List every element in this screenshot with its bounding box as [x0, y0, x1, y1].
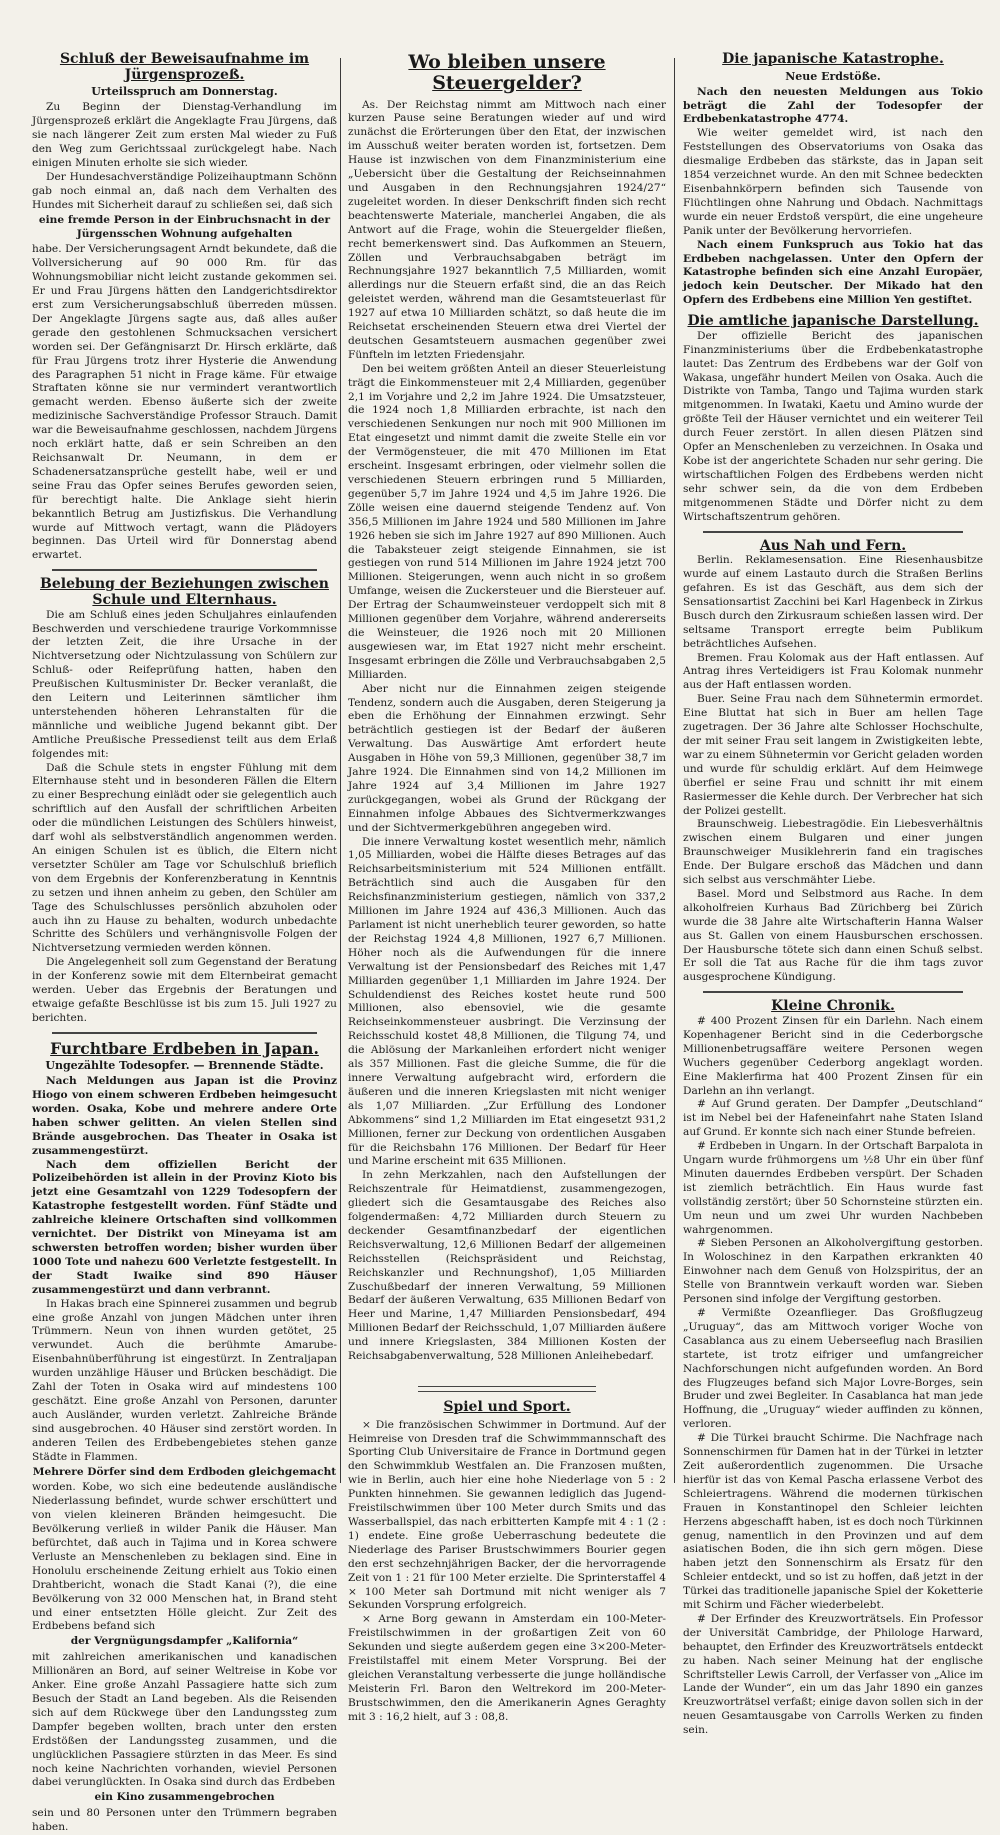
article-paragraph: Der Hundesachverständige Polizeihauptmann Schönn gab noch einmal an, daß nach dem Verhalten des Hundes mit Sicherheit darauf zu schließen sei, daß sich	[32, 170, 337, 211]
article-paragraph: Nach den neuesten Meldungen aus Tokio beträgt die Zahl der Todesopfer der Erdbebenkatastrophe 4774.	[683, 85, 983, 126]
article-paragraph: # Vermißte Ozeanflieger. Das Großflugzeug „Uruguay“, das am Mittwoch voriger Woche von Casablanca aus zu einem Ueberseeflug nach Brasilien startete, ist trotz eifriger und umfangreicher Nachforschungen nicht aufgefunden worden. An Bord des Flugzeuges befand sich Major Lovre-Borges, sein Bruder und zwei Begleiter. In Casablanca hat man jede Hoffnung, die „Uruguay“ wieder auffinden zu können, verloren.	[683, 1307, 983, 1431]
article-paragraph: × Die französischen Schwimmer in Dortmund. Auf der Heimreise von Dresden traf die Schwimmmannschaft des Sporting Club Universitaire de France in Dortmund gegen den Schwimmklub Westfalen an. Die Franzosen mußten, wie in Berlin, auch hier eine hohe Niederlage von 5 : 2 Punkten hinnehmen. Sie gewannen lediglich das Jugend-Freistilschwimmen über 100 Meter durch Smits und das Wasserballspiel, das nach erbitterten Kampfe mit 4 : 1 (2 : 1) endete. Eine große Ueberraschung bedeutete die Niederlage des Pariser Brustschwimmers Bourier gegen den erst sechzehnjährigen Backer, der die hervorragende Zeit von 1 : 21 für 100 Meter erzielte. Die Sprinterstaffel 4 × 100 Meter sah Dortmund mit nicht weniger als 7 Sekunden Vorsprung erfolgreich.	[348, 1418, 666, 1612]
article-headline: Schluß der Beweisaufnahme im Jürgensprozeß.	[59, 51, 310, 83]
article-paragraph: Berlin. Reklamesensation. Eine Riesenhausbitze wurde auf einem Lastauto durch die Straßen Berlins gefahren. Es ist das Geschäft, aus dem sich der Sensationsartist Zacchini bei Karl Hagenbeck in Zirkus Busch durch den Zirkusraum schießen lassen wird. Der seltsame Transport erregte beim Publikum beträchtliches Aufsehen.	[683, 554, 983, 650]
article-paragraph: # Die Türkei braucht Schirme. Die Nachfrage nach Sonnenschirmen für Damen hat in der Türkei in letzter Zeit außerordentlich zugenommen. Die Ursache hierfür ist das von Kemal Pascha erlassene Verbot des Schleiertragens. Während die modernen türkischen Frauen in Konstantinopel den Schleier leichten Herzens abgeschafft haben, ist es doch noch Türkinnen genug, namentlich in den Provinzen und auf dem asiatischen Boden, die ihn sich gern mögen. Diese haben jetzt den Sonnenschirm als Ersatz für den Schleier entdeckt, und so ist zu hoffen, daß jetzt in der Türkei das traditionelle japanische Spiel der Koketterie mit Schirm und Fächer wiederbelebt.	[683, 1432, 983, 1612]
article-paragraph: # Der Erfinder des Kreuzworträtsels. Ein Professor der Universität Cambridge, der Philologe Harward, behauptet, den Erfinder des Kreuzworträtsels entdeckt zu haben. Nach seiner Meinung hat der englische Schriftsteller Lewis Carroll, der Verfasser von „Alice im Lande der Wunder“, ein um das Jahr 1890 ein ganzes Kreuzworträtsel verfaßt; einige davon sollen sich in der neuen Gesamtausgabe von Carrolls Werken zu finden sein.	[683, 1612, 983, 1737]
middle-column	[348, 51, 666, 1723]
article-paragraph: Den bei weitem größten Anteil an dieser Steuerleistung trägt die Einkommensteuer mit 2,4 Milliarden, gegenüber 2,1 im Vorjahre und 2,2 im Jahre 1924. Die Umsatzsteuer, die 1924 noch 1,8 Milliarden erbrachte, ist nach den verschiedenen Senkungen nur noch mit 900 Millionen im Etat eingesetzt und nimmt damit die zweite Stelle ein vor der Vermögensteuer, die mit 470 Millionen im Etat erscheint. Insgesamt erbringen, oder vielmehr sollen die verschiedenen Steuern erbringen rund 5 Milliarden, gegenüber 5,7 im Jahre 1924 und 4,5 im Jahre 1926. Die Zölle weisen eine dauernd steigende Tendenz auf. Von 356,5 Millionen im Jahre 1924 und 580 Millionen im Jahre 1926 heben sie sich im Jahre 1927 auf 890 Millionen. Auch die Tabaksteuer zeigt steigende Einnahmen, sie ist gestiegen von rund 514 Millionen im Jahre 1924 jetzt 700 Millionen. Steigerungen, wenn auch nicht in so großem Umfange, weisen die Zuckersteuer und die Biersteuer auf. Der Ertrag der Schaumweinsteuer verdoppelt sich mit 8 Millionen gegenüber dem Vorjahre, während andererseits die Weinsteuer, die 1926 noch mit 20 Millionen ausgewiesen war, im Etat 1927 nicht mehr erscheint. Insgesamt erbringen die Zölle und Verbrauchsabgaben 2,5 Milliarden.	[348, 362, 666, 681]
article-sport	[348, 1400, 666, 1725]
article-paragraph: # Sieben Personen an Alkoholvergiftung gestorben. In Woloschinez in den Karpathen erkrankten 40 Einwohner nach dem Genuß von Holzspiritus, der an Stelle von Branntwein verkauft worden war. Sieben Personen sind infolge der Vergiftung gestorben.	[683, 1237, 983, 1306]
article-subhead: Urteilsspruch am Donnerstag.	[91, 85, 278, 99]
article-kicker: ein Kino zusammengebrochen	[94, 1791, 275, 1804]
article-headline: Belebung der Beziehungen zwischen Schule und Elternhaus.	[40, 576, 329, 608]
article-headline: Die japanische Katastrophe.	[722, 51, 944, 67]
article-separator	[52, 569, 317, 571]
article-paragraph: In Hakas brach eine Spinnerei zusammen und begrub eine große Anzahl von jungen Mädchen unter ihren Trümmern. Neun von ihnen wurden getötet, 25 verwundet. Auch die berühmte Amarube-Eisenbahnüberführung ist eingestürzt. In Zentraljapan wurden unzählige Häuser und Brücken beschädigt. Die Zahl der Toten in Osaka wird auf mindestens 100 geschätzt. Eine große Anzahl von Personen, darunter auch Ausländer, wurden verletzt. Zahlreiche Brände sind ausgebrochen. 40 Häuser sind zerstört worden. In anderen Teilen des Erdbebengebietes stehen ganze Städte in Flammen.	[32, 1297, 337, 1463]
article-headline: Spiel und Sport.	[443, 1399, 571, 1415]
article-paragraph: sein und 80 Personen unter den Trümmern begraben haben.	[32, 1807, 337, 1834]
article-paragraph: Zu Beginn der Dienstag-Verhandlung im Jürgensprozeß erklärt die Angeklagte Frau Jürgens, daß sie nach längerer Zeit zum ersten Mal wieder zu Fuß den Weg zum Gerichtssaal zurückgelegt habe. Nach einigen Minuten erholte sie sich wieder.	[32, 101, 337, 169]
article-paragraph: Braunschweig. Liebestragödie. Ein Liebesverhältnis zwischen einem Bulgaren und einer jungen Braunschweiger Musiklehrerin fand ein tragisches Ende. Der Bulgare erschoß das Mädchen und dann sich selbst aus verschmähter Liebe.	[683, 818, 983, 887]
article-school-parents	[32, 577, 337, 1026]
article-headline: Wo bleiben unsere Steuergelder?	[408, 51, 606, 95]
article-headline: Aus Nah und Fern.	[759, 537, 907, 554]
column-rule	[674, 58, 675, 1483]
article-paragraph: Die am Schluß eines jeden Schuljahres einlaufenden Beschwerden und verschiedene traurige Vorkommnisse der letzten Zeit, die ihre Ursache in der Nichtversetzung oder Nichtzulassung von Schülern zur Schluß- oder Reifeprüfung hatten, haben den Preußischen Kultusminister Dr. Becker veranlaßt, die den Leitern und Leiterinnen sämtlicher ihm unterstehenden höheren Lehranstalten für die männliche und weibliche Jugend bekannt gibt. Der Amtliche Preußische Pressedienst teilt aus dem Erlaß folgendes mit:	[32, 608, 337, 760]
article-paragraph: # Auf Grund geraten. Der Dampfer „Deutschland“ ist im Nebel bei der Hafeneinfahrt nahe Staten Island auf Grund. Er konnte sich nach einer Stunde befreien.	[683, 1098, 983, 1139]
article-paragraph: # Erdbeben in Ungarn. In der Ortschaft Barpalota in Ungarn wurde frühmorgens um ½8 Uhr ein über fünf Minuten dauerndes Erdbeben verspürt. Der Schaden ist ziemlich beträchtlich. Ein Haus wurde fast vollständig zerstört; über 50 Schornsteine stürzten ein. Um neun und um zwei Uhr wurden Nachbeben wahrgenommen.	[683, 1140, 983, 1236]
article-paragraph: Der offizielle Bericht des japanischen Finanzministeriums über die Erdbebenkatastrophe lautet: Das Zentrum des Erdbebens war der Golf von Wakasa, ungefähr hundert Meilen von Osaka. Auch die Distrikte von Tamba, Tango und Tajima wurden stark mitgenommen. In Iwataki, Kaetu und Amino wurde der größte Teil der Häuser vernichtet und ein weiterer Teil durch Feuer zerstört. In allen diesen Plätzen sind Opfer an Menschenleben zu verzeichnen. In Osaka und Kobe ist der angerichtete Schaden nur sehr gering. Die wirtschaftlichen Folgen des Erdbebens werden nicht sehr schwer sein, da die von dem Erdbeben mitgenommenen Städte und Dörfer nicht zu dem Wirtschaftszentrum gehören.	[683, 329, 983, 523]
article-separator	[703, 531, 963, 533]
article-subhead: Neue Erdstöße.	[785, 69, 881, 83]
article-paragraph: Basel. Mord und Selbstmord aus Rache. In dem alkoholfreien Kurhaus Bad Zürichberg bei Zürich wurde die 38 Jahre alte Wirtschafterin Hanna Walser aus St. Gallen von einem Hausburschen erschossen. Der Hausbursche tötete sich dann einen Schuß selbst. Er soll die Tat aus Rache für die ihm tags zuvor ausgesprochene Kündigung.	[683, 887, 983, 984]
article-paragraph: # 400 Prozent Zinsen für ein Darlehn. Nach einem Kopenhagener Bericht sind in die Cederborgsche Millionenbetrugsaffäre weitere Personen wegen Wuchers gegenüber Cederborg angeklagt worden. Eine Maklerfirma hat 400 Prozent Zinsen für ein Darlehn an ihn verlangt.	[683, 1014, 983, 1097]
article-paragraph: Die innere Verwaltung kostet wesentlich mehr, nämlich 1,05 Milliarden, wobei die Hälfte dieses Betrages auf das Reichsarbeitsministerium mit 524 Millionen entfällt. Beträchtlich sind auch die Ausgaben für den Reichsfinanzministerium gestiegen, nämlich von 337,2 Millionen im Jahre 1924 auf 436,3 Millionen. Auch das Parlament ist nicht unerheblich teurer geworden, so hatte der Reichstag 1924 4,8 Millionen, 1927 6,7 Millionen. Höher noch als die Aufwendungen für die innere Verwaltung ist der Pensionsbedarf des Reiches mit 1,47 Milliarden gegenüber 1,1 Milliarden im Jahre 1924. Der Schuldendienst des Reiches kostet heute rund 500 Millionen, also ebensoviel, wie die gesamte Reichseinkommensteuer ausbringt. Die Verzinsung der Reichsschuld kostet 48,8 Millionen, die Tilgung 74, und die Ablösung der Markanleihen erfordert nicht weniger als 357 Millionen. Fast die gleiche Summe, die für die innere Verwaltung aufgebracht wird, erfordern die äußeren und die inneren Kriegslasten mit nicht weniger als 1,07 Milliarden. „Zur Erfüllung des Londoner Abkommens“ sind 1,2 Milliarden im Etat eingesetzt 931,2 Millionen, ferner zur Deckung von ordentlichen Ausgaben für die Reichsbahn 176 Millionen. Der Bedarf für Heer und Marine erscheint mit 635 Millionen.	[348, 835, 666, 1168]
article-headline: Die amtliche japanische Darstellung.	[687, 313, 979, 330]
article-paragraph: × Arne Borg gewann in Amsterdam ein 100-Meter-Freistilschwimmen in der großartigen Zeit von 60 Sekunden und siegte außerdem gegen eine 3×200-Meter-Freistilstaffel mit einem Meter Vorsprung. Bei der gleichen Veranstaltung verbesserte die junge holländische Meisterin Frl. Baron den Weltrekord im 200-Meter-Brustschwimmen, den die Amerikanerin Agnes Geraghty mit 3 : 16,2 hielt, auf 3 : 08,8.	[348, 1613, 666, 1723]
article-paragraph: Nach einem Funkspruch aus Tokio hat das Erdbeben nachgelassen. Unter den Opfern der Katastrophe befinden sich eine Anzahl Europäer, jedoch kein Deutscher. Der Mikado hat den Opfern des Erdbebens eine Million Yen gestiftet.	[683, 238, 983, 307]
article-paragraph: Nach dem offiziellen Bericht der Polizeibehörden ist allein in der Provinz Kioto bis jetzt eine Gesamtzahl von 1229 Todesopfern der Katastrophe festgestellt worden. Fünf Städte und zahlreiche kleinere Ortschaften sind vollkommen vernichtet. Der Distrikt von Mineyama ist am schwersten betroffen worden; bisher wurden über 1000 Tote und nahezu 600 Verletzte festgestellt. In der Stadt Iwaike sind 890 Häuser zusammengestürzt und dann verbrannt.	[32, 1158, 337, 1296]
article-kicker: Mehrere Dörfer sind dem Erdboden gleichgemacht	[32, 1465, 337, 1478]
article-japan-catastrophe	[683, 52, 983, 308]
article-paragraph: mit zahlreichen amerikanischen und kanadischen Millionären an Bord, auf seiner Weltreise in Kobe vor Anker. Eine große Anzahl Passagiere hatte sich zum Besuch der Stadt an Land begeben. Als die Reisenden sich auf dem Rückwege über den Landungssteg zum Dampfer begeben wollten, brach unter den ersten Erdstößen der Landungssteg zusammen, und die unglücklichen Passagiere stürzten in das Meer. Es sind noch keine Nachrichten vorhanden, wieviel Personen dabei verunglückten. In Osaka sind durch das Erdbeben	[32, 1651, 337, 1789]
article-paragraph: habe. Der Versicherungsagent Arndt bekundete, daß die Vollversicherung auf 90 000 Rm. für das Wohnungsmobiliar nicht leicht zustande gekommen sei. Er und Frau Jürgens hätten den Landgerichtsdirektor erst zum Versicherungsabschluß überreden müssen. Der Angeklagte Jürgens sagte aus, daß alles außer gerade den gestohlenen Schmucksachen versichert worden sei. Der Gefängnisarzt Dr. Hirsch erklärte, daß für Frau Jürgens trotz ihrer Hysterie die Anwendung des Paragraphen 51 nicht in Frage käme. Für etwaige Straftaten könne sie nur vermindert verantwortlich gemacht werden. Ebenso äußerte sich der zweite medizinische Sachverständige Professor Strauch. Damit war die Beweisaufnahme geschlossen, nachdem Jürgens noch erklärt hatte, daß er sein Schreiben an den Reichsanwalt Dr. Neumann, in dem er Schadenersatzansprüche gestellt habe, weil er und seine Frau das Opfer seines Berufes geworden seien, für berechtigt halte. Die Anklage sieht hierin bekanntlich Betrug am Justizfiskus. Die Verhandlung wurde auf Mittwoch vertagt, wann die Plädoyers beginnen. Das Urteil wird für Donnerstag abend erwartet.	[32, 243, 337, 562]
article-tax-money	[348, 52, 666, 1364]
article-paragraph: In zehn Merkzahlen, nach den Aufstellungen der Reichszentrale für Heimatdienst, zusammengezogen, gliedert sich die Gesamtausgabe des Reiches also folgendermaßen: 4,72 Milliarden durch Steuern zu deckender Gesamtfinanzbedarf der eigentlichen Reichsverwaltung, 12,6 Millionen Bedarf der allgemeinen Reichsstellen (Reichspräsident und Reichstag, Reichskanzler und Rechnungshof), 1,05 Milliarden Zuschußbedarf der inneren Verwaltung, 59 Millionen Bedarf der äußeren Verwaltung, 635 Millionen Bedarf von Heer und Marine, 1,47 Milliarden Pensionsbedarf, 494 Millionen Bedarf der Reichsschuld, 1,07 Milliarden äußere und innere Kriegslasten, 384 Millionen Kosten der Reichsabgabenverwaltung, 528 Millionen Anleihebedarf.	[348, 1169, 666, 1363]
article-paragraph: As. Der Reichstag nimmt am Mittwoch nach einer kurzen Pause seine Beratungen wieder auf und wird zunächst die Erörterungen über den Etat, der inzwischen im Ausschuß weiter beraten worden ist, fortsetzen. Dem Hause ist inzwischen von dem Finanzministerium eine „Uebersicht über die Gestaltung der Reichseinnahmen und Ausgaben in den Rechnungsjahren 1924/27“ zugeleitet worden. In dieser Denkschrift finden sich recht beachtenswerte Materiale, mancherlei Angaben, die als Antwort auf die Frage, wohin die Steuergelder fließen, recht bemerkenswert sind. Das Aufkommen an Steuern, Zöllen und Verbrauchsabgaben beträgt im Rechnungsjahre 1927 bekanntlich 7,5 Milliarden, womit allerdings nur die Steuern erfaßt sind, die an das Reich geleistet werden, während man die Gesamtsteuerlast für 1927 auf etwa 10 Milliarden schätzt, so daß heute die im Reichsetat erscheinenden Steuern etwa drei Viertel der deutschen Gesamtsteuern ausmachen gegenüber zwei Fünfteln im letzten Friedensjahr.	[348, 98, 666, 361]
article-paragraph: worden. Kobe, wo sich eine bedeutende ausländische Niederlassung befindet, wurde schwer erschüttert und von vielen kleineren Bränden heimgesucht. Die Bevölkerung verließ in wilder Panik die Häuser. Man befürchtet, daß auch in Tajima und in Korea schwere Verluste an Menschenleben zu beklagen sind. Eine in Honolulu erscheinende Zeitung erhielt aus Tokio einen Drahtbericht, wonach die Stadt Kanai (?), die eine Bevölkerung von 32 000 Menschen hat, in Brand steht und einer entsetzten Hölle gleicht. Zur Zeit des Erdbebens befand sich	[32, 1481, 337, 1633]
article-paragraph: Die Angelegenheit soll zum Gegenstand der Beratung in der Konferenz sowie mit dem Elternbeirat gemacht werden. Ueber das Ergebnis der Beratungen und etwaige gefaßte Beschlüsse ist bis zum 15. Juli 1927 zu berichten.	[32, 956, 337, 1024]
article-juergens-trial	[32, 52, 337, 563]
article-official-japanese-report	[683, 314, 983, 524]
article-separator	[703, 991, 963, 993]
article-separator	[418, 1386, 596, 1392]
article-paragraph: Buer. Seine Frau nach dem Sühnetermin ermordet. Eine Bluttat hat sich in Buer am hellen Tage zugetragen. Der 36 Jahre alte Schlosser Hochschulte, der mit seiner Frau seit langem in Zwistigkeiten lebte, war zu einem Sühnetermin vor Gericht geladen worden und wurde für schuldig erklärt. Auf dem Heimwege überfiel er seine Frau und schnitt ihr mit einem Rasiermesser die Kehle durch. Der Verbrecher hat sich der Polizei gestellt.	[683, 693, 983, 817]
article-paragraph: Aber nicht nur die Einnahmen zeigen steigende Tendenz, sondern auch die Ausgaben, deren Steigerung ja eben die Erhöhung der Einnahmen erzwingt. Sehr beträchtlich gestiegen ist der Bedarf der äußeren Verwaltung. Das Auswärtige Amt erfordert heute Ausgaben in Höhe von 59,3 Millionen, gegenüber 38,7 im Jahre 1924. Die Einnahmen sind von 14,2 Millionen im Jahre 1924 auf 3,4 Millionen im Jahre 1927 zurückgegangen, wobei als Grund der Rückgang der Einnahmen infolge Abbaues des Sichtvermerkzwanges und der Sichtvermerkgebühren angegeben wird.	[348, 682, 666, 834]
article-paragraph: Bremen. Frau Kolomak aus der Haft entlassen. Auf Antrag ihres Verteidigers ist Frau Kolomak nunmehr aus der Haft entlassen worden.	[683, 651, 983, 692]
article-subhead: Ungezählte Todesopfer. — Brennende Städte.	[45, 1059, 324, 1073]
article-earthquake-japan	[32, 1040, 337, 1835]
article-paragraph: Wie weiter gemeldet wird, ist nach den Feststellungen des Observatoriums von Osaka das diesmalige Erdbeben das stärkste, das in Japan seit 1854 verzeichnet wurde. An den mit Schnee bedeckten Eisenbahnkörpern befinden sich Tausende von Flüchtlingen ohne Nahrung und Obdach. Nachmittags wurde ein neuer Erdstoß verspürt, die eine ungeheure Panik unter der Bevölkerung hervorriefen.	[683, 127, 983, 237]
article-small-chronicle	[683, 999, 983, 1738]
article-headline: Furchtbare Erdbeben in Japan.	[50, 1038, 319, 1058]
right-column	[683, 51, 983, 1737]
article-near-and-far	[683, 539, 983, 986]
article-kicker: der Vergnügungsdampfer „Kalifornia“	[70, 1635, 299, 1648]
column-rule	[340, 58, 341, 1483]
article-kicker: eine fremde Person in der Einbruchsnacht in der Jürgensschen Wohnung aufgehalten	[38, 213, 331, 240]
article-paragraph: Daß die Schule stets in engster Fühlung mit dem Elternhause steht und in besonderen Fällen die Eltern zu einer Besprechung einlädt oder sie gelegentlich auch schriftlich auf den Ausfall der schriftlichen Arbeiten oder die mündlichen Leistungen des Schülers hinweist, darf wohl als selbstverständlich angenommen werden. An einigen Schulen ist es üblich, die Eltern nicht versetzter Schüler am Tage vor Schulschluß brieflich von dem Ergebnis der Konferenzberatung in Kenntnis zu setzen und ihnen anheim zu geben, den Schüler am Tage des Schulschlusses persönlich abzuholen oder auch ihn zu Hause zu behalten, wodurch unbedachte Schritte des Schülers und verhängnisvolle Folgen der Nichtversetzung vermieden werden können.	[32, 761, 337, 955]
article-paragraph: Nach Meldungen aus Japan ist die Provinz Hiogo von einem schweren Erdbeben heimgesucht worden. Osaka, Kobe und mehrere andere Orte haben schwer gelitten. An vielen Stellen sind Brände ausgebrochen. Das Theater in Osaka ist zusammengestürzt.	[32, 1075, 337, 1157]
article-headline: Kleine Chronik.	[771, 998, 895, 1015]
article-separator	[52, 1032, 317, 1034]
left-column	[32, 51, 337, 1834]
